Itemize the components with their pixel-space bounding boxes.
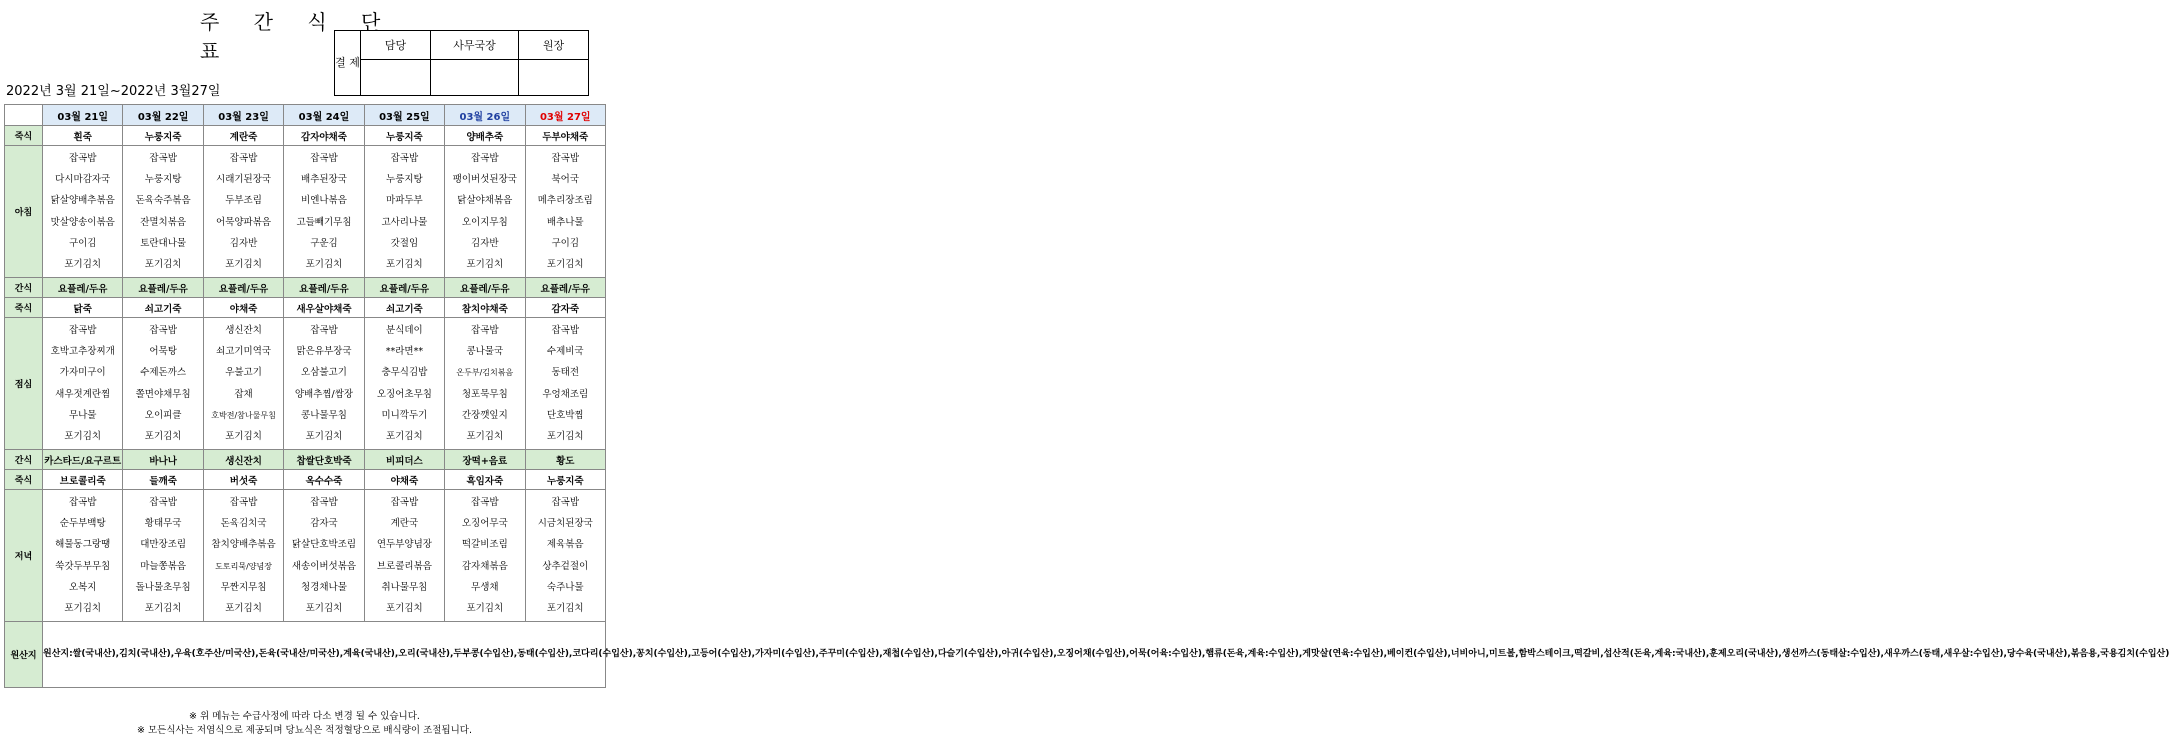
dish-item: 잡곡밥 — [310, 497, 338, 509]
menu-cell: 참치야채죽 — [445, 298, 525, 318]
dish-item: 감자국 — [310, 518, 338, 530]
menu-cell: 요플레/두유 — [203, 278, 283, 298]
dish-item: 잡곡밥 — [551, 325, 580, 337]
dish-item: 브로콜리볶음 — [376, 560, 432, 572]
row-label: 간식 — [5, 450, 43, 470]
dish-item: 해물동그랑땡 — [55, 539, 111, 551]
dish-list — [365, 490, 444, 621]
dish-item: 우불고기 — [225, 367, 262, 379]
dish-item: 새송이버섯볶음 — [291, 560, 357, 572]
origin-text: 원산지:쌀(국내산),김치(국내산),우육(호주산/미국산),돈육(국내산/미국산),계육(국내산),오리(국내산),두부콩(수입산),동태(수입산),코다리(수입산),꽁치(수입산),고등어(수입산),가자미(수입산),주꾸미(수입산),재첩(수입산),다슬기(수입산),아귀(수입산),오징어채(수입산),어묵(어육:수입산),햄류(돈육,계육:수입산),게맛살(연육:수입산),베이컨(수입산),너비아니,미트볼,함박스테이크,떡갈비,섭산적(돈육,계육:국내산),훈제오리(국내산),생선까스(동태살:수입산),새우까스(동태,새우살:수입산),당수육(국내산),볶음용,국용김치(수입산) — [43, 622, 606, 688]
dish-item: 동태전 — [551, 367, 580, 379]
dish-list — [445, 490, 524, 621]
row-label: 원산지 — [5, 622, 43, 688]
dish-item: 미니깍두기 — [381, 409, 428, 421]
dish-item: 맑은유부장국 — [296, 346, 352, 358]
dish-item: 호박전/참나물무침 — [211, 410, 276, 420]
menu-cell — [364, 146, 444, 278]
dish-item: 포기김치 — [546, 430, 584, 442]
dish-item: 포기김치 — [225, 430, 262, 442]
approval-label: 결 제 — [335, 31, 361, 96]
menu-cell — [445, 318, 525, 450]
dish-item: **라면** — [385, 346, 424, 358]
dish-item: 북어국 — [551, 174, 580, 186]
dish-item: 잡곡밥 — [471, 497, 499, 509]
row-label: 죽식 — [5, 298, 43, 318]
dish-item: 오징어초무침 — [376, 388, 432, 400]
dish-item: 포기김치 — [225, 258, 262, 270]
menu-cell: 요플레/두유 — [43, 278, 123, 298]
dish-item: 오삼불고기 — [301, 367, 347, 379]
page-title: 주 간 식 단 표 — [200, 10, 395, 63]
menu-cell — [43, 318, 123, 450]
day-header: 03월 25일 — [364, 105, 444, 126]
row-label: 죽식 — [5, 470, 43, 490]
dish-item: 온두부/김치볶음 — [456, 368, 514, 378]
dish-item: 감자채볶음 — [461, 560, 508, 572]
menu-cell: 닭죽 — [43, 298, 123, 318]
dish-item: 돌나물초무침 — [135, 581, 191, 593]
menu-cell — [43, 146, 123, 278]
dish-item: 분식데이 — [386, 325, 423, 337]
menu-cell: 요플레/두유 — [445, 278, 525, 298]
dish-item: 포기김치 — [64, 430, 102, 442]
dish-item: 우엉채조림 — [542, 388, 589, 400]
menu-cell: 쇠고기죽 — [123, 298, 203, 318]
menu-cell — [123, 146, 203, 278]
dish-item: 쫄면야채무침 — [135, 388, 191, 400]
dish-item: 잡곡밥 — [149, 325, 177, 337]
dish-item: 고사리나물 — [381, 216, 428, 228]
menu-cell: 흰죽 — [43, 126, 123, 146]
dish-list — [445, 318, 524, 449]
dish-item: 도토리묵/양념장 — [215, 561, 272, 571]
dish-item: 포기김치 — [546, 258, 584, 270]
dish-item: 시금치된장국 — [537, 518, 593, 530]
dish-item: 포기김치 — [225, 602, 262, 614]
menu-table — [4, 104, 2169, 688]
row-label: 죽식 — [5, 126, 43, 146]
dish-item: 간장깻잎지 — [461, 409, 508, 421]
menu-cell: 요플레/두유 — [364, 278, 444, 298]
menu-cell: 비피더스 — [364, 450, 444, 470]
approval-sign-director — [519, 60, 589, 96]
dish-item: 마파두부 — [386, 195, 423, 207]
dish-item: 비엔나볶음 — [301, 195, 347, 207]
dish-item: 두부조림 — [225, 195, 262, 207]
dish-item: 오복지 — [68, 581, 97, 593]
dish-item: 충무식김밥 — [381, 367, 428, 379]
dish-item: 잡곡밥 — [551, 153, 580, 165]
dish-item: 무생채 — [471, 581, 499, 593]
dish-item: 가자미구이 — [59, 367, 106, 379]
menu-cell — [284, 490, 364, 622]
dish-item: 포기김치 — [305, 602, 343, 614]
approval-head-staff: 담당 — [361, 31, 431, 60]
dish-item: 잡곡밥 — [68, 497, 97, 509]
dish-list — [284, 318, 363, 449]
dish-item: 구운김 — [310, 237, 338, 249]
menu-cell — [203, 318, 283, 450]
menu-cell: 야채죽 — [203, 298, 283, 318]
dish-item: 어묵탕 — [149, 346, 177, 358]
dish-list — [123, 146, 202, 277]
menu-cell: 두부야채죽 — [525, 126, 605, 146]
dish-item: 잡곡밥 — [149, 497, 177, 509]
dish-item: 무짠지무침 — [220, 581, 267, 593]
dish-item: 다시마감자국 — [55, 174, 111, 186]
dish-item: 구이김 — [551, 237, 580, 249]
dish-item: 제육볶음 — [546, 539, 584, 551]
menu-cell — [123, 318, 203, 450]
dish-item: 포기김치 — [305, 430, 343, 442]
dish-item: 호박고추장찌개 — [50, 346, 115, 358]
approval-head-secretary: 사무국장 — [431, 31, 519, 60]
menu-cell: 감자죽 — [525, 298, 605, 318]
dish-list — [43, 146, 122, 277]
snack1-row — [5, 278, 606, 298]
menu-cell — [525, 318, 605, 450]
dish-item: 콩나물국 — [466, 346, 504, 358]
dish-item: 포기김치 — [466, 430, 504, 442]
footnote-change: ※ 위 메뉴는 수급사정에 따라 다소 변경 될 수 있습니다. — [189, 711, 420, 722]
dish-list — [204, 318, 283, 449]
day-header: 03월 26일 — [445, 105, 525, 126]
row-label: 아침 — [5, 146, 43, 278]
dish-item: 닭살양배추볶음 — [50, 195, 115, 207]
dish-list — [526, 490, 605, 621]
dish-item: 오이지무침 — [461, 216, 508, 228]
dish-item: 팽이버섯된장국 — [452, 174, 517, 186]
menu-cell — [203, 146, 283, 278]
menu-cell: 브로콜리죽 — [43, 470, 123, 490]
dish-item: 김자반 — [471, 237, 499, 249]
day-header: 03월 23일 — [203, 105, 283, 126]
dish-item: 쇠고기미역국 — [216, 346, 272, 358]
dish-list — [365, 146, 444, 277]
day-header: 03월 21일 — [43, 105, 123, 126]
menu-cell — [364, 490, 444, 622]
dish-item: 포기김치 — [546, 602, 584, 614]
menu-cell: 쇠고기죽 — [364, 298, 444, 318]
date-range: 2022년 3월 21일~2022년 3월27일 — [6, 84, 221, 99]
dish-item: 잡채 — [234, 388, 253, 400]
corner-cell — [5, 105, 43, 126]
dish-item: 포기김치 — [386, 602, 423, 614]
dish-item: 잡곡밥 — [229, 153, 258, 165]
dish-item: 오이피클 — [144, 409, 182, 421]
menu-cell: 야채죽 — [364, 470, 444, 490]
dish-item: 잡곡밥 — [68, 325, 97, 337]
dish-item: 잡곡밥 — [229, 497, 258, 509]
menu-cell — [284, 146, 364, 278]
approval-head-director: 원장 — [519, 31, 589, 60]
menu-cell: 황도 — [525, 450, 605, 470]
dish-item: 황태무국 — [144, 518, 182, 530]
dish-list — [43, 490, 122, 621]
dish-item: 잡곡밥 — [149, 153, 177, 165]
menu-cell: 누룽지죽 — [525, 470, 605, 490]
menu-cell: 찹쌀단호박죽 — [284, 450, 364, 470]
menu-cell — [445, 490, 525, 622]
menu-cell: 양배추죽 — [445, 126, 525, 146]
dinner_porridge-row — [5, 470, 606, 490]
dish-list — [284, 490, 363, 621]
day-header: 03월 22일 — [123, 105, 203, 126]
dish-item: 돈육김치국 — [220, 518, 267, 530]
dish-item: 떡갈비조림 — [461, 539, 508, 551]
menu-cell: 카스타드/요구르트 — [43, 450, 123, 470]
dish-item: 포기김치 — [305, 258, 343, 270]
dish-item: 잡곡밥 — [390, 153, 419, 165]
dish-item: 갓절임 — [390, 237, 419, 249]
dish-item: 연두부양념장 — [376, 539, 432, 551]
menu-cell — [203, 490, 283, 622]
day-header: 03월 24일 — [284, 105, 364, 126]
dish-item: 닭살야채볶음 — [457, 195, 513, 207]
dish-item: 청포묵무침 — [461, 388, 508, 400]
dish-list — [365, 318, 444, 449]
dish-list — [204, 146, 283, 277]
dish-item: 돈육숙주볶음 — [135, 195, 191, 207]
dish-list — [284, 146, 363, 277]
dish-item: 순두부백탕 — [59, 518, 106, 530]
menu-cell — [123, 490, 203, 622]
dish-item: 잔멸치볶음 — [140, 216, 187, 228]
dish-item: 콩나물무침 — [301, 409, 347, 421]
dish-item: 잡곡밥 — [471, 153, 499, 165]
breakfast-row — [5, 146, 606, 278]
dish-item: 양배추찜/쌈장 — [294, 388, 354, 400]
day-header-row — [5, 105, 606, 126]
dish-item: 마늘쫑볶음 — [140, 560, 187, 572]
dish-list — [123, 490, 202, 621]
menu-cell: 들깨죽 — [123, 470, 203, 490]
dish-item: 구이김 — [68, 237, 97, 249]
dish-item: 잡곡밥 — [310, 325, 338, 337]
dish-item: 포기김치 — [144, 258, 182, 270]
origin-row — [5, 622, 606, 688]
lunch-row — [5, 318, 606, 450]
menu-cell: 요플레/두유 — [525, 278, 605, 298]
approval-box — [334, 30, 589, 96]
approval-sign-secretary — [431, 60, 519, 96]
dish-item: 고들빼기무침 — [296, 216, 352, 228]
menu-cell: 흑임자죽 — [445, 470, 525, 490]
dish-item: 생신잔치 — [225, 325, 262, 337]
dish-item: 어묵양파볶음 — [216, 216, 272, 228]
day-header: 03월 27일 — [525, 105, 605, 126]
menu-cell: 감자야채죽 — [284, 126, 364, 146]
menu-cell: 누룽지죽 — [364, 126, 444, 146]
dish-item: 오징어무국 — [461, 518, 508, 530]
dish-item: 참치양배추볶음 — [211, 539, 276, 551]
dish-list — [204, 490, 283, 621]
dish-item: 포기김치 — [466, 602, 504, 614]
dish-item: 대만장조림 — [140, 539, 187, 551]
menu-cell: 요플레/두유 — [284, 278, 364, 298]
dish-item: 김자반 — [229, 237, 258, 249]
dish-list — [43, 318, 122, 449]
dish-item: 잡곡밥 — [551, 497, 580, 509]
dish-item: 맛살양송이볶음 — [50, 216, 115, 228]
menu-cell: 누룽지죽 — [123, 126, 203, 146]
menu-cell — [284, 318, 364, 450]
dish-item: 잡곡밥 — [68, 153, 97, 165]
menu-cell — [525, 490, 605, 622]
dish-item: 포기김치 — [386, 258, 423, 270]
row-label: 점심 — [5, 318, 43, 450]
menu-cell: 요플레/두유 — [123, 278, 203, 298]
dish-item: 청경채나물 — [301, 581, 347, 593]
menu-cell — [364, 318, 444, 450]
dinner-row — [5, 490, 606, 622]
dish-item: 포기김치 — [144, 602, 182, 614]
dish-item: 메추리장조림 — [537, 195, 593, 207]
dish-item: 포기김치 — [64, 602, 102, 614]
menu-cell — [445, 146, 525, 278]
dish-list — [526, 146, 605, 277]
snack2-row — [5, 450, 606, 470]
dish-item: 무나물 — [68, 409, 97, 421]
dish-item: 쑥갓두부무침 — [55, 560, 111, 572]
dish-item: 누룽지탕 — [144, 174, 182, 186]
dish-item: 잡곡밥 — [471, 325, 499, 337]
lunch_porridge-row — [5, 298, 606, 318]
menu-cell: 계란죽 — [203, 126, 283, 146]
dish-item: 시래기된장국 — [216, 174, 272, 186]
dish-item: 수제돈까스 — [140, 367, 187, 379]
morning_porridge-row — [5, 126, 606, 146]
dish-item: 누룽지탕 — [386, 174, 423, 186]
menu-cell: 옥수수죽 — [284, 470, 364, 490]
menu-cell — [43, 490, 123, 622]
dish-list — [445, 146, 524, 277]
dish-item: 배추된장국 — [301, 174, 347, 186]
dish-item: 수제비국 — [546, 346, 584, 358]
menu-cell: 바나나 — [123, 450, 203, 470]
dish-list — [526, 318, 605, 449]
menu-cell: 버섯죽 — [203, 470, 283, 490]
dish-item: 포기김치 — [466, 258, 504, 270]
dish-item: 포기김치 — [144, 430, 182, 442]
footnote-diet: ※ 모든식사는 저염식으로 제공되며 당뇨식은 적정혈당으로 배식량이 조절됩니다. — [137, 725, 472, 736]
menu-cell — [525, 146, 605, 278]
approval-sign-staff — [361, 60, 431, 96]
dish-item: 취나물무침 — [381, 581, 428, 593]
dish-item: 잡곡밥 — [390, 497, 419, 509]
dish-item: 상추겉절이 — [542, 560, 589, 572]
dish-item: 숙주나물 — [546, 581, 584, 593]
dish-item: 잡곡밥 — [310, 153, 338, 165]
row-label: 저녁 — [5, 490, 43, 622]
dish-item: 닭살단호박조림 — [291, 539, 357, 551]
menu-cell: 장떡+음료 — [445, 450, 525, 470]
dish-item: 포기김치 — [64, 258, 102, 270]
dish-list — [123, 318, 202, 449]
row-label: 간식 — [5, 278, 43, 298]
menu-cell: 생신잔치 — [203, 450, 283, 470]
menu-cell: 새우살야채죽 — [284, 298, 364, 318]
dish-item: 포기김치 — [386, 430, 423, 442]
dish-item: 새우젓계란찜 — [55, 388, 111, 400]
dish-item: 계란국 — [390, 518, 419, 530]
dish-item: 배추나물 — [546, 216, 584, 228]
dish-item: 토란대나물 — [140, 237, 187, 249]
dish-item: 단호박찜 — [546, 409, 584, 421]
